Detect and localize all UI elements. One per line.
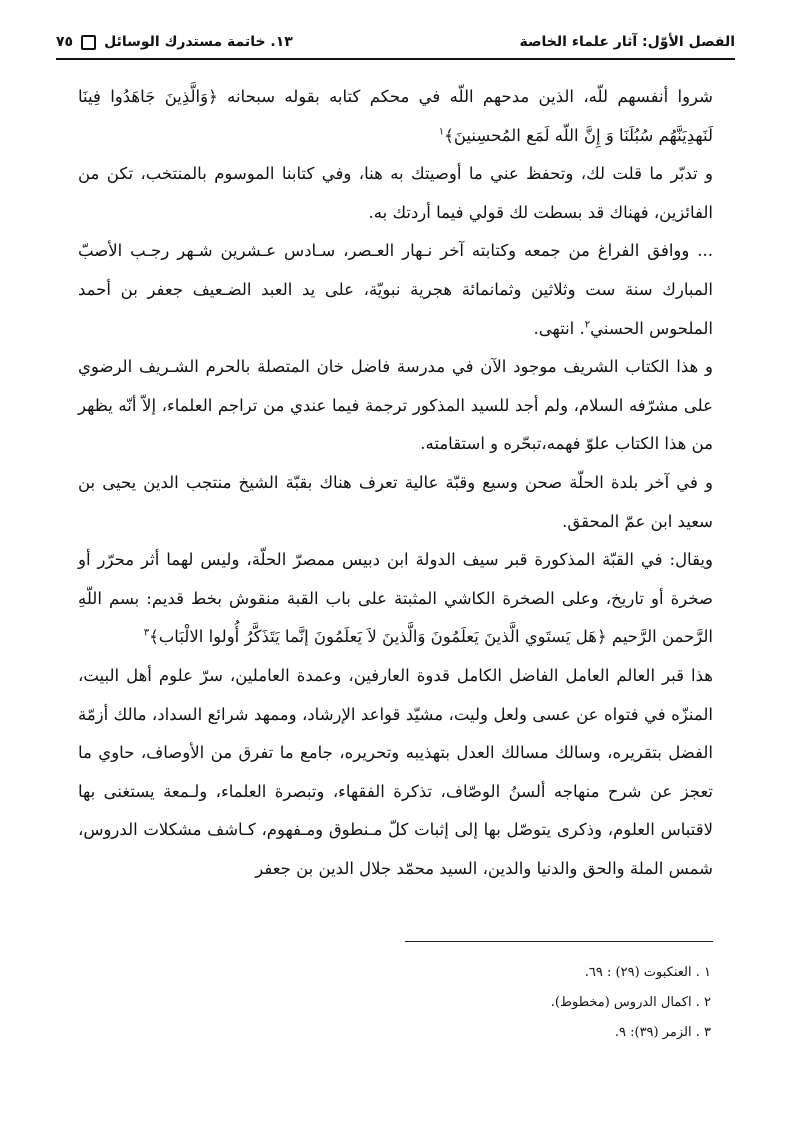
running-header — [56, 26, 735, 60]
paragraph-7 — [78, 657, 713, 889]
paragraph-6-text: ويقال: في القبّة المذكورة قبر سيف الدولة ابن دبيس ممصرّ الحلّة، وليس لهما أثر محرّر أو صخرة أو تاريخ، وعلى الصخرة الكاشي المثبتة على باب القبة منقوش بخط قديم: بسم اللّهِ الرَّحمن الرَّحيم ﴿هَل يَستَوي الَّذينَ يَعلَمُونَ وَالَّذينَ لاَ يَعلَمُونَ إنَّما يَتَذَكَّرُ أُولوا الالْبَاب﴾ — [78, 550, 713, 647]
paragraph-5-text: و في آخر بلدة الحلّة صحن وسيع وقبّة عالية تعرف هناك بقبّة الشيخ منتجب الدين يحيى بن سعيد ابن عمّ المحقق. — [78, 472, 713, 531]
chapter-title: الفصل الأوّل: آثار علماء الخاصة — [519, 34, 735, 50]
footnote-3: ٣ . الزمر (٣٩): ٩. — [614, 1025, 711, 1040]
paragraph-1 — [78, 78, 713, 155]
paragraph-2 — [78, 155, 713, 232]
footnote-divider — [405, 941, 713, 942]
footnotes — [300, 958, 711, 1048]
paragraph-2-text: و تدبّر ما قلت لك، وتحفظ عني ما أوصيتك به هنا، وفي كتابنا الموسوم بالمنتخب، تكن من الفائزين، فهناك قد بسطت لك قولي فيما أردتك به. — [78, 164, 713, 222]
paragraph-4 — [78, 348, 713, 464]
footnote-1: ١ . العنكبوت (٢٩) : ٦٩. — [584, 965, 711, 980]
footnote-ref-3: ٣ — [143, 627, 150, 639]
book-title: ١٣. خاتمة مستدرك الوسائل — [104, 34, 293, 50]
paragraph-4-text: و هذا الكتاب الشريف موجود الآن في مدرسة فاضل خان المتصلة بالحرم الشـريف الرضوي على مشرّفه السلام، ولم أجد للسيد المذكور ترجمة فيما عندي من تراجم العلماء، إلاّ أنّه يظهر من هذا الكتاب علوّ فهمه،تبحّره و استقامته. — [78, 357, 713, 454]
page-number: ٧٥ — [56, 34, 74, 50]
paragraph-3-text: ... ووافق الفراغ من جمعه وكتابته آخر نـهار العـصر، سـادس عـشرين شـهر رجـب الأصبّ المبارك سنة ست وثلاثين وثمانمائة هجرية نبويّة، على يد العبد الضـعيف جعفر بن أحمد الملحوس الحسني — [78, 241, 713, 338]
paragraph-7-text: هذا قبر العالم العامل الفاضل الكامل قدوة العارفين، وعمدة العاملين، سرّ علوم أهل البيت، المنزّه في فتواه عن عسى ولعل وليت، مشيّد قواعد الإرشاد، وممهد شرائع السداد، مالك أزمّة الفضل بتقريره، وسالك مسالك العدل بتهذيبه وتحريره، جامع ما تفرق من الأوصاف، حاوي ما تعجز عن شرح منهاجه ألسنُ الوصّاف، تذكرة الفقهاء، وتبصرة العلماء، ولـمعة يستغنى بها لاقتباس العلوم، وذكرى يتوصّل بها إلى إثبات كلّ مـنطوق ومـفهوم، كـاشف مشكلات الدروس، شمس الملة والحق والدنيا والدين، السيد محمّد جلال الدين بن جعفر — [78, 665, 713, 878]
paragraph-3 — [78, 232, 713, 348]
footnote-2: ٢ . اكمال الدروس (مخطوط). — [550, 995, 711, 1010]
paragraph-6 — [78, 541, 713, 657]
paragraph-3-end: . انتهى. — [533, 318, 585, 338]
header-left-group — [56, 34, 293, 50]
main-text — [78, 78, 713, 888]
footnote-ref-2: ٢ — [584, 319, 591, 331]
paragraph-1-text: شروا أنفسهم للّه، الذين مدحهم اللّه في محكم كتابه بقوله سبحانه ﴿وَالَّذِينَ جَاهَدُوا فِينَا لَنَهدِيَنَّهُم سُبُلَنَا وَ إِنَّ اللّه لَمَع المُحسِنينَ﴾ — [78, 87, 713, 145]
paragraph-5 — [78, 464, 713, 541]
footnote-ref-1: ١ — [438, 126, 445, 138]
square-ornament-icon — [81, 35, 96, 50]
